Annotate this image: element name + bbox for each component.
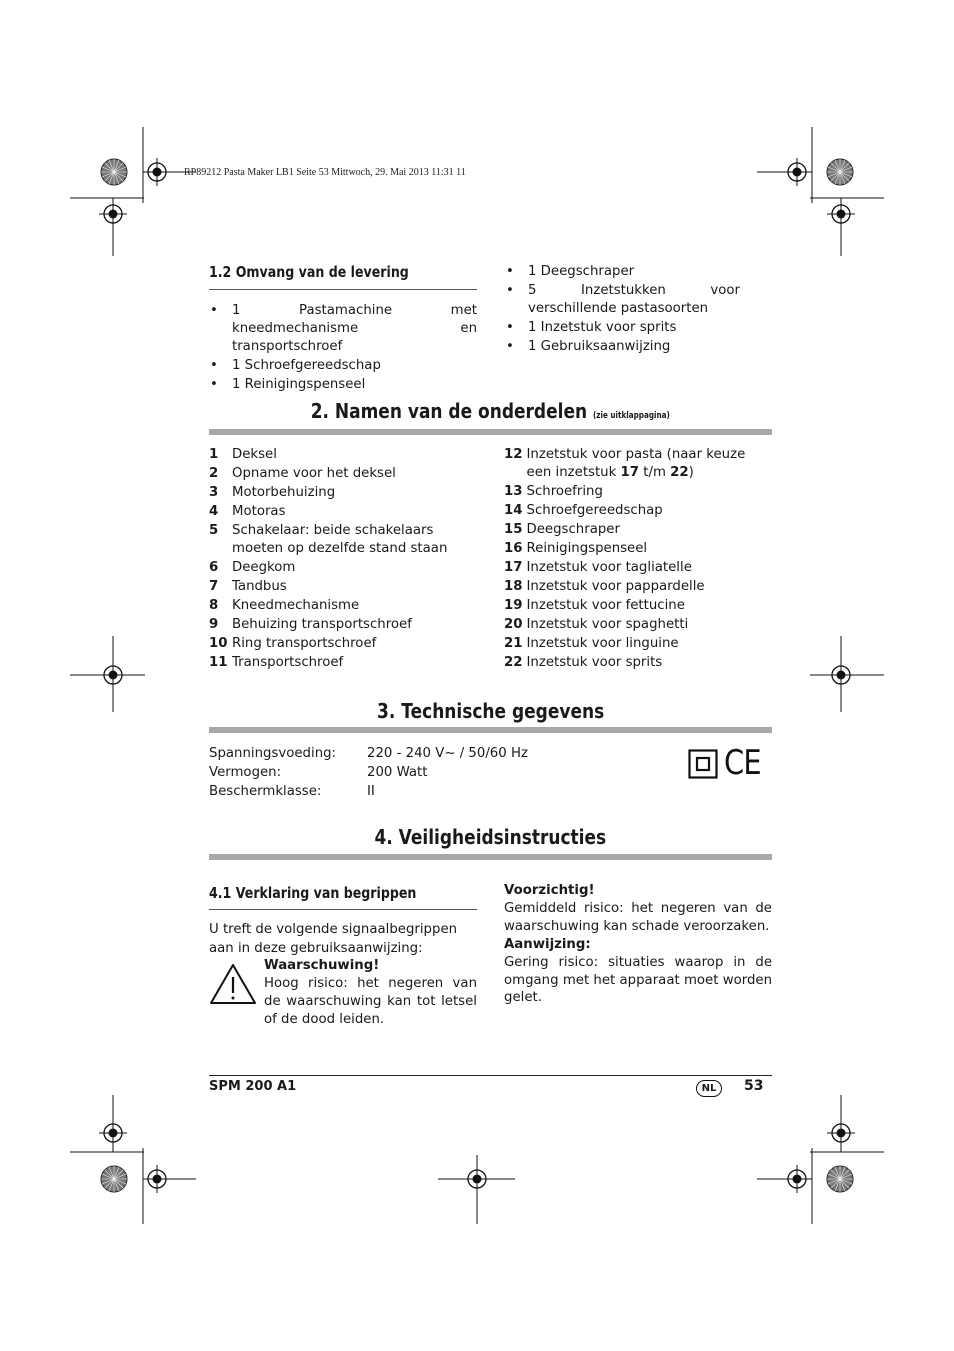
language-badge: NL — [696, 1080, 722, 1097]
part-item: 5 Schakelaar: beide schakelaars moeten op dezelfde stand staan — [209, 523, 448, 556]
part-item: 8 Kneedmechanisme — [209, 598, 360, 614]
spec-table — [209, 744, 609, 801]
part-item: 17 Inzetstuk voor tagliatelle — [504, 559, 692, 575]
part-item: 19 Inzetstuk voor fettucine — [504, 598, 685, 614]
part-item: 7 Tandbus — [209, 579, 287, 595]
list-item: • 1 Gebruiksaanwijzing — [505, 338, 740, 356]
section-divider — [209, 854, 772, 860]
list-item: • 1 Pastamachine met kneedmechanisme en transportschroef — [209, 302, 477, 356]
list-item: • 1 Reinigingspenseel — [209, 376, 477, 394]
part-item: 21 Inzetstuk voor linguine — [504, 636, 679, 652]
section-3-title: 3. Technische gegevens — [376, 699, 605, 723]
note-text: Gering risico: situaties waarop in de omgang met het apparaat moet worden gelet. — [504, 955, 772, 1005]
section-4-heading — [209, 825, 772, 849]
section-4-title: 4. Veiligheidsinstructies — [374, 825, 607, 849]
section-1-2-heading: 1.2 Omvang van de levering — [209, 263, 409, 281]
part-item: 3 Motorbehuizing — [209, 485, 336, 501]
section-divider — [209, 429, 772, 435]
list-item: • 1 Schroefgereedschap — [209, 357, 477, 375]
part-item: 18 Inzetstuk voor pappardelle — [504, 579, 705, 595]
part-item: 11 Transportschroef — [209, 655, 344, 671]
footer-model: SPM 200 A1 — [209, 1079, 297, 1094]
parts-list-left — [209, 446, 484, 674]
part-item: 6 Deegkom — [209, 559, 296, 575]
footer-rule — [209, 1075, 772, 1076]
print-header: RP89212 Pasta Maker LB1 Seite 53 Mittwoch, 29. Mai 2013 11:31 11 — [184, 167, 466, 178]
part-item: 9 Behuizing transportschroef — [209, 617, 412, 633]
spec-row: Beschermklasse: II — [209, 784, 375, 799]
part-item: 2 Opname voor het deksel — [209, 466, 396, 482]
signal-intro: U treft de volgende signaalbegrippen aan in deze gebruiksaanwijzing: — [209, 922, 458, 956]
ce-mark-icon: CE — [724, 743, 761, 783]
spec-row: Vermogen: 200 Watt — [209, 765, 428, 780]
part-item: 22 Inzetstuk voor sprits — [504, 655, 663, 671]
warning-text: Hoog risico: het negeren van de waarschuwing kan tot letsel of de dood leiden. — [264, 976, 477, 1027]
caution-title: Voorzichtig! — [504, 883, 595, 898]
delivery-list-right — [505, 263, 740, 357]
warning-title: Waarschuwing! — [264, 958, 380, 973]
warning-triangle-icon — [209, 963, 257, 1005]
part-item-12: 12 Inzetstuk voor pasta (naar keuze een inzetstuk 17 t/m 22) — [504, 447, 746, 480]
parts-list-right — [504, 446, 764, 674]
list-item: • 5 Inzetstukken voor verschillende pastasoorten — [505, 282, 740, 318]
section-2-note: (zie uitklappagina) — [593, 411, 671, 421]
section-divider — [209, 727, 772, 733]
part-item: 20 Inzetstuk voor spaghetti — [504, 617, 689, 633]
caution-text: Gemiddeld risico: het negeren van de waarschuwing kan schade veroorzaken. — [504, 901, 772, 934]
part-item: 16 Reinigingspenseel — [504, 540, 648, 556]
section-3-heading — [209, 699, 772, 723]
part-item: 1 Deksel — [209, 447, 277, 462]
part-item: 13 Schroefring — [504, 483, 603, 499]
note-title: Aanwijzing: — [504, 937, 591, 952]
heading-underline — [209, 909, 477, 910]
page-number: 53 — [744, 1078, 764, 1094]
part-item: 4 Motoras — [209, 504, 286, 520]
part-item: 15 Deegschraper — [504, 521, 620, 537]
list-item: • 1 Inzetstuk voor sprits — [505, 319, 740, 337]
protection-class-ii-icon — [688, 749, 718, 779]
list-item: • 1 Deegschraper — [505, 263, 740, 281]
part-item: 10 Ring transportschroef — [209, 636, 377, 652]
section-2-heading — [209, 399, 772, 423]
section-2-title: 2. Namen van de onderdelen — [310, 399, 588, 423]
spec-row: Spanningsvoeding: 220 - 240 V~ / 50/60 Hz — [209, 746, 528, 761]
part-item: 14 Schroefgereedschap — [504, 502, 663, 518]
section-4-1-heading: 4.1 Verklaring van begrippen — [209, 884, 417, 902]
heading-underline — [209, 289, 477, 290]
delivery-list-left — [209, 302, 477, 395]
